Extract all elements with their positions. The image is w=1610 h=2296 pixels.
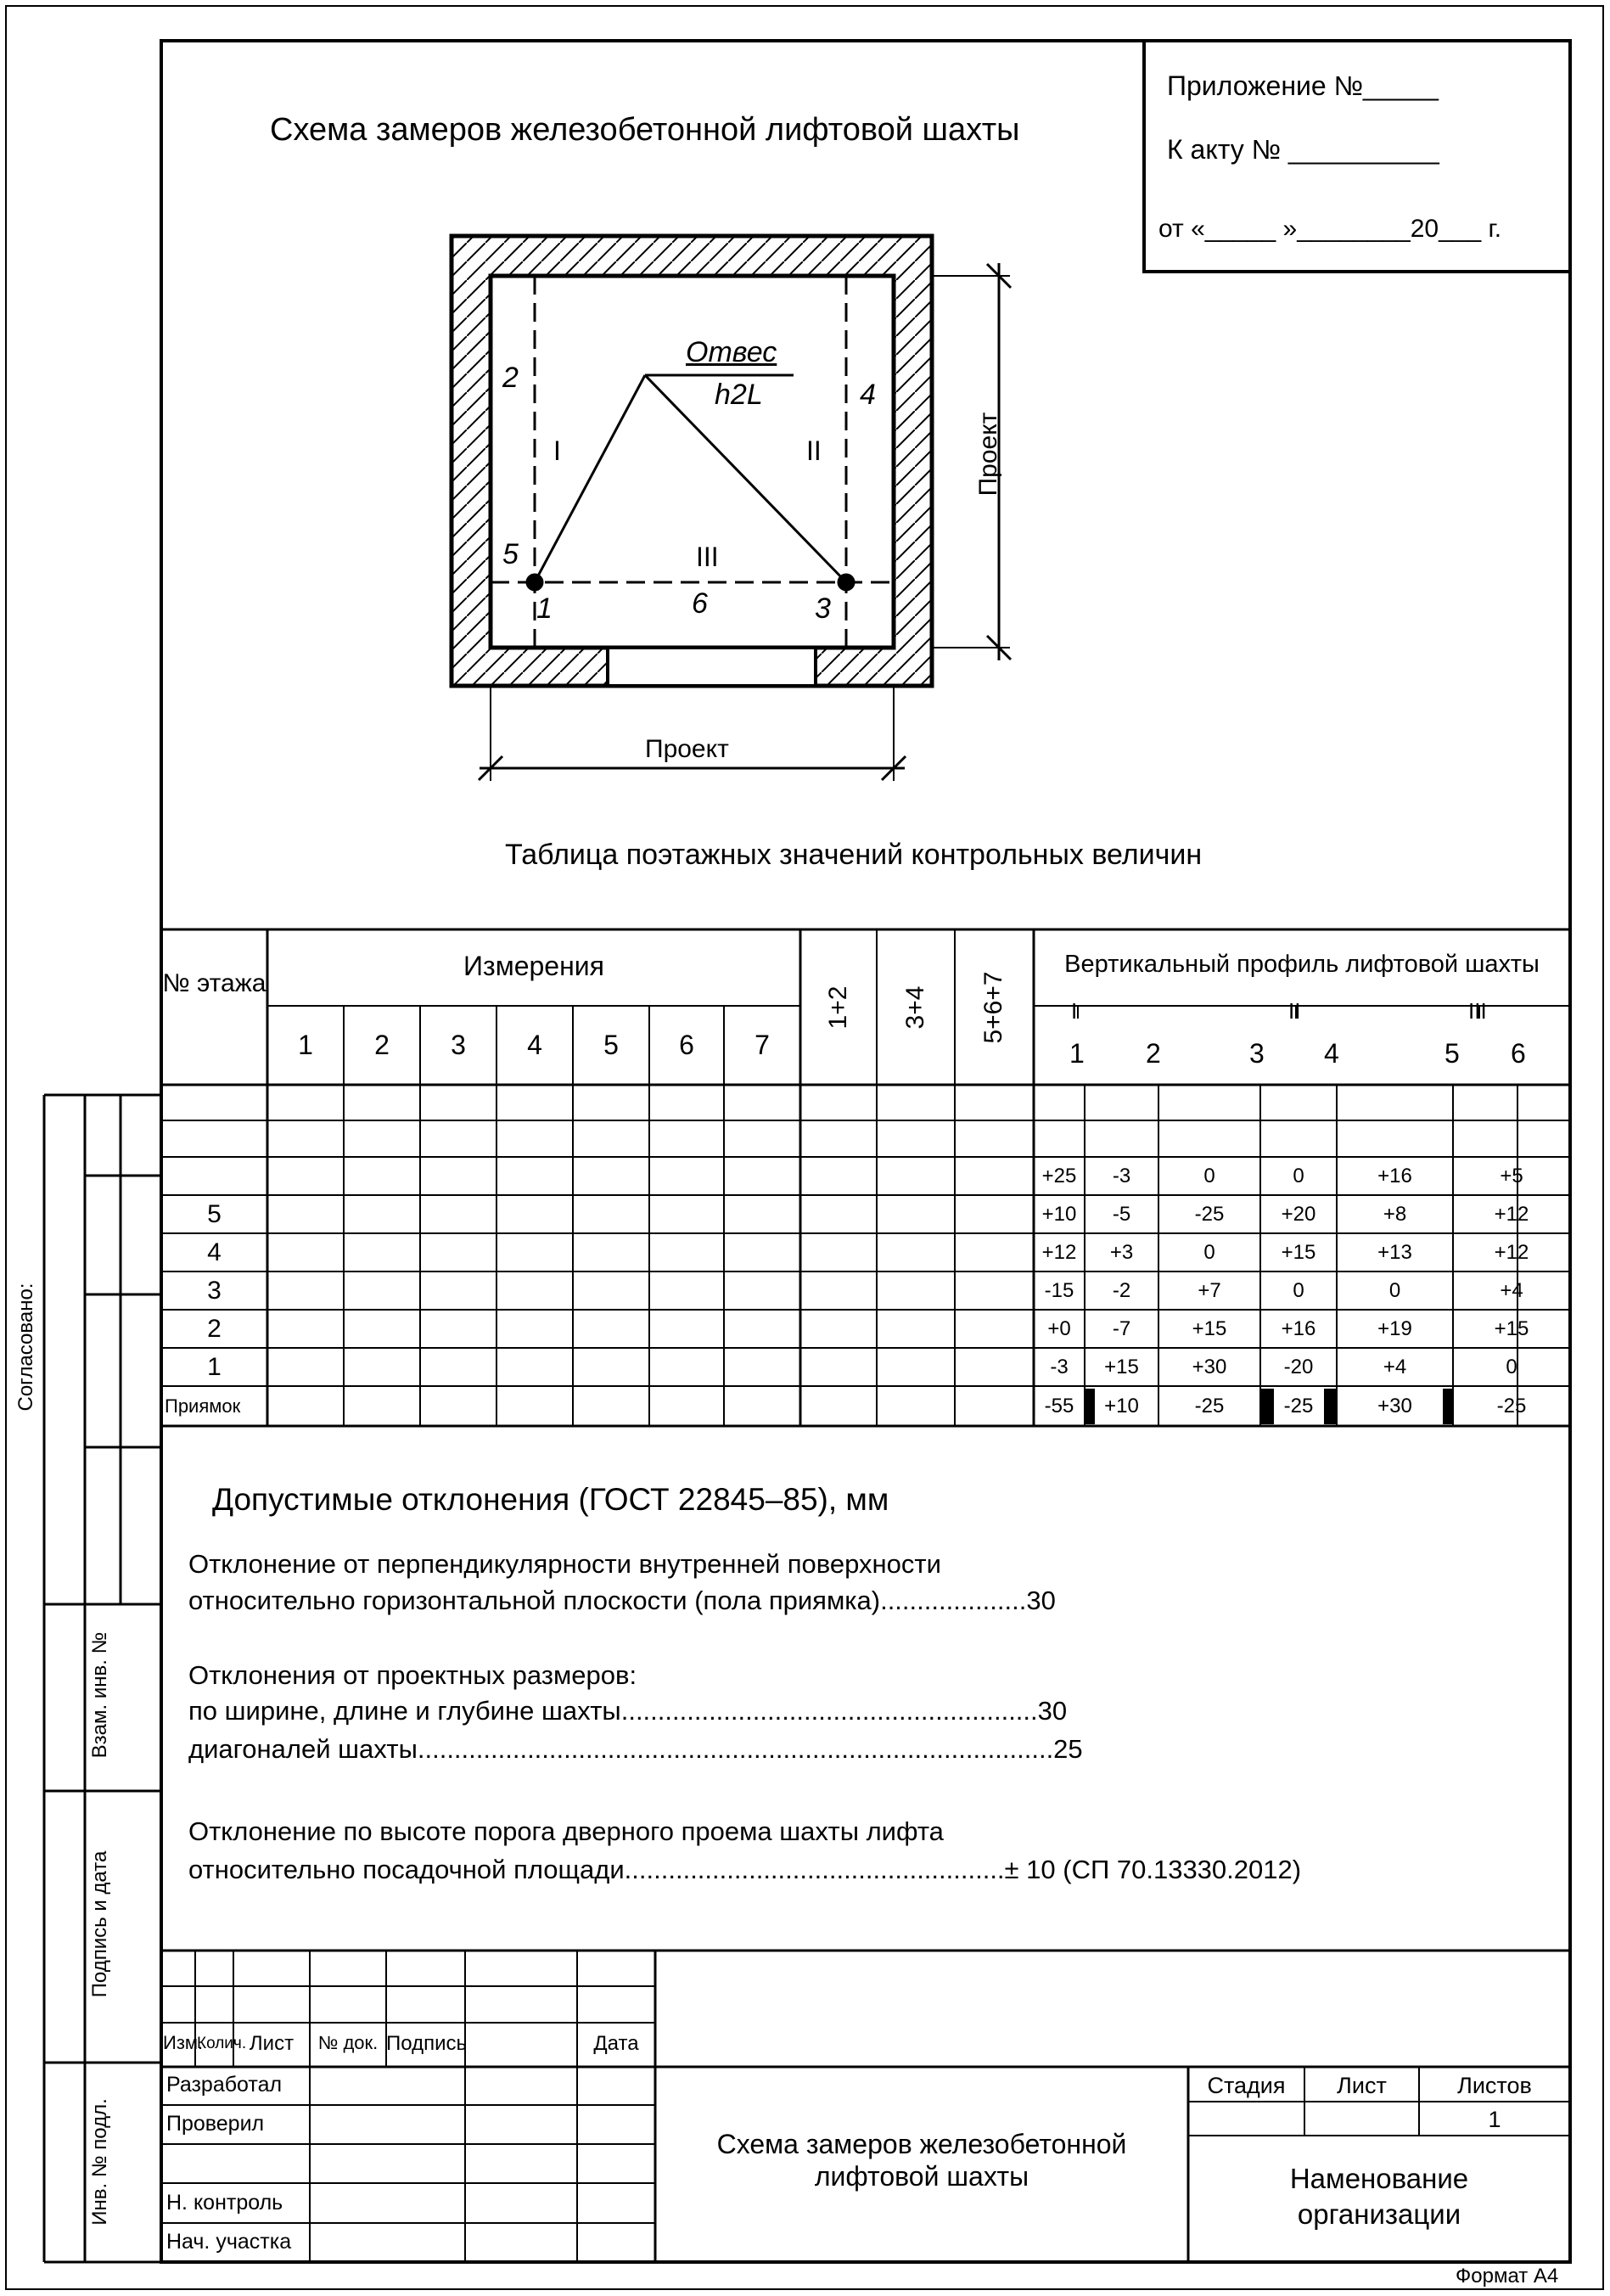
profile-value-cell: -15 (1044, 1279, 1074, 1302)
plumb-sub: h2L (715, 379, 763, 411)
sheets-value: 1 (1488, 2107, 1501, 2132)
rev-header-kolich: Колич. (197, 2035, 247, 2052)
profile-value-cell: +8 (1383, 1203, 1407, 1226)
floor-cell: Приямок (165, 1395, 241, 1417)
plumb-label: Отвес (686, 336, 777, 368)
profile-value-cell: +15 (1104, 1356, 1139, 1378)
doc-title-line-2: лифтовой шахты (814, 2161, 1029, 2192)
meas-col-4: 4 (527, 1030, 542, 1060)
profile-value-cell (1260, 1120, 1337, 1157)
role-site-head: Нач. участка (166, 2230, 292, 2254)
tolerance-line-7: относительно посадочной площади....................................................± 10 (СП 70.13330.2012) (188, 1855, 1302, 1884)
profile-value-cell: +12 (1041, 1241, 1077, 1264)
floor-cell: 5 (207, 1200, 222, 1228)
sum-col-1-2: 1+2 (824, 985, 852, 1030)
rev-header-date: Дата (593, 2032, 639, 2055)
profile-value-cell: 0 (1506, 1356, 1517, 1378)
profile-value-cell: +20 (1281, 1203, 1316, 1226)
profile-value-cell: +13 (1377, 1241, 1412, 1264)
profile-value-cell: 0 (1203, 1165, 1215, 1187)
format-label: Формат А4 (1456, 2265, 1559, 2288)
profile-value-cell: +30 (1192, 1356, 1227, 1378)
floor-cell (161, 1120, 267, 1157)
profile-value-cell: +3 (1109, 1241, 1134, 1264)
profile-value-cell (1158, 1085, 1260, 1120)
profile-value-cell (1453, 1120, 1570, 1157)
date-line: от «_____ »________20___ г. (1158, 215, 1502, 243)
profile-value-cell: -3 (1112, 1165, 1131, 1187)
point-4: 4 (860, 379, 876, 411)
sign-date-label: Подпись и дата (88, 1850, 111, 1998)
point-1: 1 (536, 592, 553, 625)
profile-col-2: 2 (1146, 1038, 1161, 1069)
table-title: Таблица поэтажных значений контрольных величин (505, 839, 1203, 871)
profile-value-cell: +10 (1104, 1395, 1139, 1417)
tolerance-line-3: Отклонения от проектных размеров: (188, 1660, 637, 1690)
doc-title-line-1: Схема замеров железобетонной (716, 2129, 1127, 2159)
role-checked: Проверил (166, 2112, 265, 2136)
zone-3: III (696, 542, 719, 572)
floor-cell: 4 (207, 1238, 222, 1266)
profile-value-cell: +15 (1281, 1241, 1316, 1264)
rev-header-doc: № док. (317, 2032, 379, 2053)
act-label: К акту № __________ (1167, 134, 1439, 165)
profile-value-cell: +15 (1192, 1317, 1227, 1340)
tolerance-line-1: Отклонение от перпендикулярности внутренней поверхности (188, 1549, 941, 1579)
sheets-label: Листов (1457, 2073, 1532, 2098)
tolerance-line-6: Отклонение по высоте порога дверного проема шахты лифта (188, 1816, 944, 1846)
profile-value-cell: +0 (1047, 1317, 1071, 1340)
profile-value-cell: +7 (1198, 1279, 1221, 1302)
profile-value-cell: +4 (1383, 1356, 1407, 1378)
profile-value-cell: +10 (1041, 1203, 1077, 1226)
sheet-label: Лист (1337, 2073, 1387, 2098)
profile-value-cell: 0 (1388, 1279, 1401, 1302)
replace-inv-label: Взам. инв. № (88, 1631, 111, 1759)
profile-value-cell: -25 (1194, 1203, 1225, 1226)
profile-col-6: 6 (1511, 1038, 1526, 1069)
profile-col-4: 4 (1324, 1038, 1339, 1069)
profile-value-cell: -20 (1283, 1356, 1314, 1378)
profile-col-3: 3 (1249, 1038, 1265, 1069)
profile-value-cell: 0 (1293, 1165, 1304, 1187)
profile-value-cell: +12 (1494, 1203, 1529, 1226)
profile-value-cell: +15 (1494, 1317, 1529, 1340)
agreed-label: Согласовано: (14, 1283, 37, 1412)
tolerance-line-2: относительно горизонтальной плоскости (пола приямка)....................30 (188, 1586, 1056, 1615)
meas-col-6: 6 (679, 1030, 694, 1060)
orig-inv-label: Инв. № подл. (88, 2098, 111, 2226)
stage-label: Стадия (1207, 2073, 1286, 2098)
floor-cell (161, 1085, 267, 1120)
profile-value-cell (1085, 1085, 1158, 1120)
profile-value-cell (1453, 1085, 1570, 1120)
profile-value-cell (1337, 1120, 1453, 1157)
profile-value-cell: +25 (1041, 1165, 1077, 1187)
profile-group-1: I (1071, 998, 1078, 1024)
profile-value-cell (1337, 1085, 1453, 1120)
profile-value-cell: -5 (1112, 1203, 1131, 1226)
point-3: 3 (815, 592, 831, 625)
profile-value-cell: +12 (1494, 1241, 1529, 1264)
profile-value-cell: +16 (1377, 1165, 1412, 1187)
tolerance-line-5: диагоналей шахты.......................................................................................25 (188, 1734, 1083, 1764)
profile-value-cell: +16 (1281, 1317, 1316, 1340)
meas-col-3: 3 (451, 1030, 466, 1060)
meas-col-2: 2 (374, 1030, 390, 1060)
schema-title: Схема замеров железобетонной лифтовой шахты (270, 112, 1020, 148)
meas-col-5: 5 (603, 1030, 619, 1060)
project-bottom-label: Проект (645, 735, 729, 763)
rev-header-izm: Изм. (163, 2032, 204, 2053)
profile-value-cell: -7 (1112, 1317, 1131, 1340)
profile-value-cell (1158, 1120, 1260, 1157)
profile-value-cell (1034, 1120, 1085, 1157)
profile-value-cell: +19 (1377, 1317, 1412, 1340)
floor-cell: 3 (207, 1277, 222, 1305)
profile-value-cell: -25 (1283, 1395, 1314, 1417)
point-5: 5 (502, 538, 519, 570)
point-2: 2 (502, 362, 519, 394)
profile-value-cell: 0 (1203, 1241, 1215, 1264)
profile-value-cell: -2 (1112, 1279, 1131, 1302)
rev-header-list: Лист (249, 2032, 295, 2055)
profile-value-cell: -55 (1044, 1395, 1074, 1417)
col-measurements-header: Измерения (463, 951, 604, 981)
org-line-1: Наменование (1289, 2163, 1469, 2194)
tolerance-line-4: по ширине, длине и глубине шахты.........................................................30 (188, 1696, 1068, 1726)
org-line-2: организации (1297, 2198, 1461, 2230)
sum-col-5-6-7: 5+6+7 (979, 971, 1007, 1044)
zone-1: I (553, 435, 561, 466)
col-floor-header: № этажа (162, 969, 266, 997)
meas-col-1: 1 (298, 1030, 313, 1060)
floor-cell (161, 1157, 267, 1195)
project-right-label: Проект (974, 412, 1002, 497)
profile-col-1: 1 (1069, 1038, 1085, 1069)
rev-header-sign: Подпись (386, 2032, 467, 2055)
meas-col-7: 7 (755, 1030, 770, 1060)
profile-col-5: 5 (1445, 1038, 1460, 1069)
shaft-drawing (452, 236, 1011, 781)
profile-value-cell: +4 (1500, 1279, 1523, 1302)
profile-title: Вертикальный профиль лифтовой шахты (1064, 951, 1540, 978)
profile-value-cell: -3 (1050, 1356, 1069, 1378)
zone-2: II (806, 435, 822, 466)
floor-cell: 2 (207, 1315, 222, 1343)
profile-value-cell (1260, 1085, 1337, 1120)
profile-value-cell: 0 (1293, 1279, 1304, 1302)
appendix-label: Приложение №_____ (1167, 70, 1439, 101)
profile-group-3: III (1468, 998, 1487, 1024)
floor-cell: 1 (207, 1353, 222, 1381)
profile-value-cell: -25 (1194, 1395, 1225, 1417)
role-norm-control: Н. контроль (166, 2191, 283, 2215)
profile-value-cell: +5 (1500, 1165, 1523, 1187)
sum-col-3-4: 3+4 (901, 985, 929, 1030)
profile-value-cell (1034, 1085, 1085, 1120)
profile-value-cell (1085, 1120, 1158, 1157)
point-6: 6 (692, 587, 708, 620)
profile-value-cell: -25 (1496, 1395, 1527, 1417)
profile-value-cell: +30 (1377, 1395, 1412, 1417)
tolerances-heading: Допустимые отклонения (ГОСТ 22845–85), мм (212, 1482, 889, 1517)
role-developed: Разработал (166, 2073, 283, 2097)
profile-group-2: II (1288, 998, 1301, 1024)
